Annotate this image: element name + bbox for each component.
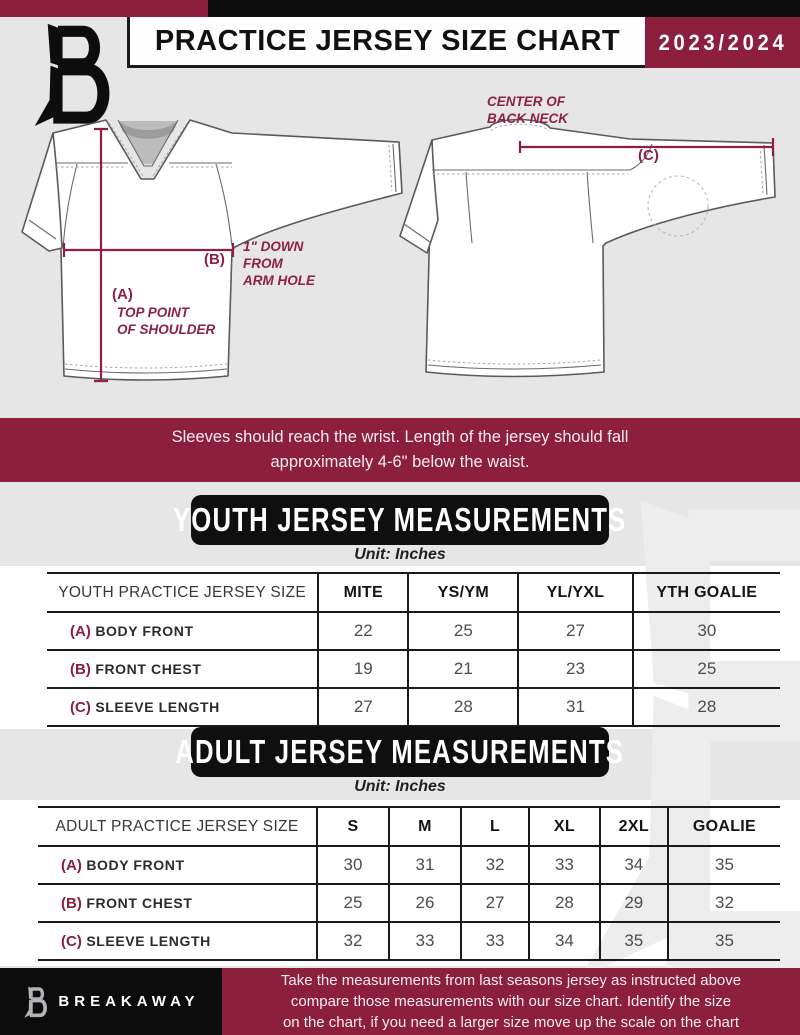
measurement-value: 21 <box>408 650 518 688</box>
measurement-value: 22 <box>318 612 408 650</box>
measurement-value: 30 <box>633 612 780 650</box>
measurement-value: 34 <box>529 922 599 960</box>
column-header: MITE <box>318 573 408 612</box>
breakaway-logo-small-icon <box>22 985 48 1019</box>
column-header: YL/YXL <box>518 573 632 612</box>
footer-instructions <box>222 968 800 1035</box>
label-back-neck: CENTER OF BACK NECK <box>487 94 568 126</box>
label-b-desc: 1" DOWN FROM ARM HOLE <box>243 239 315 288</box>
measurement-value: 23 <box>518 650 632 688</box>
footer-line-2: compare those measurements with our size chart. Identify the size <box>290 993 732 1010</box>
measurement-value: 28 <box>529 884 599 922</box>
jersey-diagrams <box>0 90 800 418</box>
column-header: YOUTH PRACTICE JERSEY SIZE <box>47 573 318 612</box>
measurement-label: (B) FRONT CHEST <box>38 884 317 922</box>
measurement-value: 33 <box>461 922 529 960</box>
footer-brand-box <box>0 968 222 1035</box>
measurement-value: 31 <box>389 846 461 884</box>
measurement-value: 28 <box>408 688 518 726</box>
youth-measurements-table <box>47 572 780 727</box>
adult-unit-label: Unit: Inches <box>354 778 446 795</box>
brand-name: BREAKAWAY <box>58 993 200 1010</box>
measurement-label: (A) BODY FRONT <box>47 612 318 650</box>
measurement-value: 30 <box>317 846 389 884</box>
banner-line-2: approximately 4-6" below the waist. <box>270 453 530 471</box>
season-badge <box>645 17 800 68</box>
column-header: XL <box>529 807 599 846</box>
measurement-label: (C) SLEEVE LENGTH <box>38 922 317 960</box>
measurement-label: (C) SLEEVE LENGTH <box>47 688 318 726</box>
column-header: ADULT PRACTICE JERSEY SIZE <box>38 807 317 846</box>
measurement-value: 32 <box>668 884 780 922</box>
column-header: M <box>389 807 461 846</box>
column-header: YS/YM <box>408 573 518 612</box>
measurement-value: 32 <box>317 922 389 960</box>
label-a-desc: TOP POINT OF SHOULDER <box>117 305 216 337</box>
footer-line-1: Take the measurements from last seasons jersey as instructed above <box>280 972 742 989</box>
adult-measurements-table <box>38 806 780 961</box>
table-row <box>38 884 780 922</box>
label-b: (B) <box>204 251 225 268</box>
measurement-value: 27 <box>518 612 632 650</box>
measurement-value: 25 <box>633 650 780 688</box>
label-a: (A) <box>112 286 133 303</box>
measurement-value: 27 <box>461 884 529 922</box>
measurement-value: 25 <box>408 612 518 650</box>
measurement-label: (B) FRONT CHEST <box>47 650 318 688</box>
adult-section-title-box <box>175 727 625 777</box>
measurement-value: 35 <box>668 922 780 960</box>
measurement-value: 28 <box>633 688 780 726</box>
front-jersey-diagram <box>20 100 410 400</box>
measurement-value: 29 <box>600 884 668 922</box>
table-row <box>47 612 780 650</box>
measurement-value: 33 <box>389 922 461 960</box>
measurement-value: 33 <box>529 846 599 884</box>
youth-unit-label: Unit: Inches <box>354 546 446 563</box>
measurement-value: 27 <box>318 688 408 726</box>
measurement-label: (A) BODY FRONT <box>38 846 317 884</box>
table-row <box>38 846 780 884</box>
footer-line-3: on the chart, if you need a larger size move up the scale on the chart <box>282 1014 740 1031</box>
banner-line-1: Sleeves should reach the wrist. Length of the jersey should fall <box>171 428 629 446</box>
measurement-value: 34 <box>600 846 668 884</box>
column-header: GOALIE <box>668 807 780 846</box>
page-title-box <box>127 17 645 68</box>
table-row <box>38 922 780 960</box>
measurement-value: 35 <box>600 922 668 960</box>
fit-instruction-banner <box>0 418 800 482</box>
measurement-value: 19 <box>318 650 408 688</box>
measurement-value: 26 <box>389 884 461 922</box>
back-jersey-diagram <box>390 100 800 400</box>
table-row <box>47 650 780 688</box>
measurement-value: 25 <box>317 884 389 922</box>
measurement-value: 31 <box>518 688 632 726</box>
youth-section-title: YOUTH JERSEY MEASUREMENTS <box>173 501 627 538</box>
season-label: 2023/2024 <box>658 29 787 55</box>
top-accent-bar-maroon <box>0 0 208 17</box>
measurement-value: 32 <box>461 846 529 884</box>
column-header: S <box>317 807 389 846</box>
page-title: PRACTICE JERSEY SIZE CHART <box>154 24 621 57</box>
column-header: 2XL <box>600 807 668 846</box>
adult-section-title: ADULT JERSEY MEASUREMENTS <box>175 733 625 770</box>
top-accent-bar-black <box>208 0 800 17</box>
measurement-value: 35 <box>668 846 780 884</box>
youth-section-title-box <box>173 495 627 545</box>
column-header: YTH GOALIE <box>633 573 780 612</box>
label-c: (C) <box>638 147 659 164</box>
table-row <box>47 688 780 726</box>
column-header: L <box>461 807 529 846</box>
